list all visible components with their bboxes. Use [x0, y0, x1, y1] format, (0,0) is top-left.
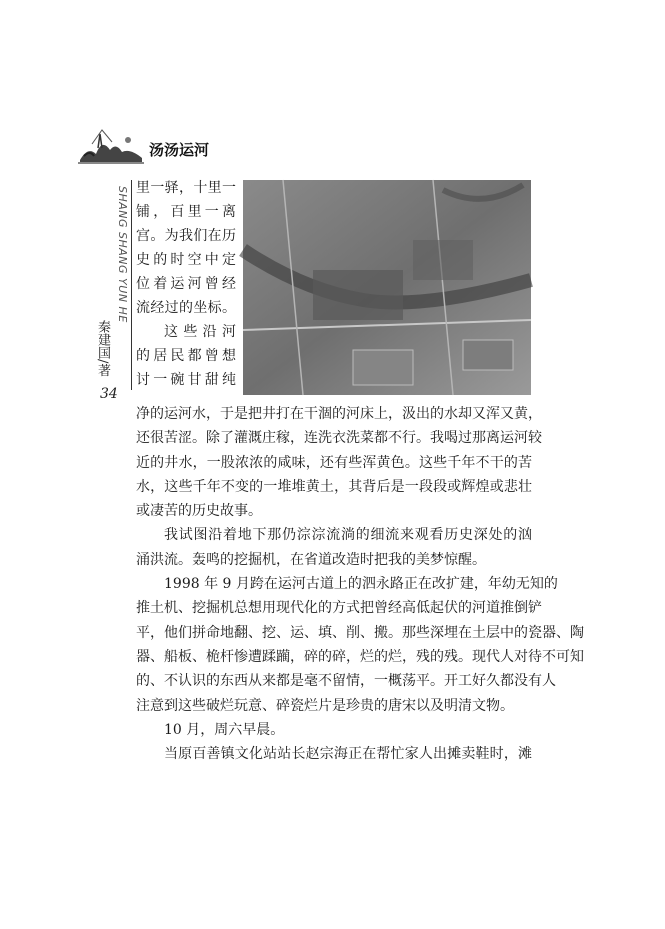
wrapped-text-column — [136, 176, 236, 392]
landscape-ink-painting-icon — [78, 126, 144, 168]
text-line: 这些沿河 — [164, 324, 236, 340]
aerial-photo — [243, 180, 531, 395]
text-line: 里一驿，十里一 — [136, 180, 236, 196]
text-line: 涌洪流。轰鸣的挖掘机，在省道改造时把我的美梦惊醒。 — [136, 551, 486, 568]
text-line: 当原百善镇文化站站长赵宗海正在帮忙家人出摊卖鞋时，滩 — [164, 746, 532, 763]
text-line: 位着运河曾经 — [136, 276, 236, 292]
text-line: 的居民都曾想 — [136, 348, 236, 364]
text-line: 或凄苦的历史故事。 — [136, 503, 262, 520]
text-line: 流经过的坐标。 — [136, 300, 236, 316]
text-line: 讨一碗甘甜纯 — [136, 372, 236, 388]
text-line: 1998 年 9 月跨在运河古道上的泗永路正在改扩建，年幼无知的 — [164, 576, 558, 593]
text-line: 铺，百里一离 — [136, 204, 236, 220]
text-line: 的、不认识的东西从来都是毫不留情，一概荡平。开工好久都没有人 — [136, 673, 556, 690]
text-line: 10 月，周六早晨。 — [164, 721, 285, 738]
text-line: 近的井水，一股浓浓的咸味，还有些浑黄色。这些千年不干的苦 — [136, 454, 532, 471]
text-line: 史的时空中定 — [136, 252, 236, 268]
book-title-pinyin: SHANG SHANG YUN HE — [116, 186, 129, 323]
text-line: 推土机、挖掘机总想用现代化的方式把曾经高低起伏的河道推倒铲 — [136, 600, 542, 617]
text-line: 还很苦涩。除了灌溉庄稼，连洗衣洗菜都不行。我喝过那离运河较 — [136, 430, 542, 447]
page-number: 34 — [100, 386, 118, 402]
text-line: 平，他们拼命地翻、挖、运、填、削、搬。那些深埋在土层中的瓷器、陶 — [136, 624, 584, 641]
text-line: 注意到这些破烂玩意、碎瓷烂片是珍贵的唐宋以及明清文物。 — [136, 697, 514, 714]
text-line: 宫。为我们在历 — [136, 228, 236, 244]
text-line: 净的运河水，于是把井打在干涸的河床上，汲出的水却又浑又黄， — [136, 406, 542, 422]
text-line: 我试图沿着地下那仍淙淙流淌的细流来观看历史深处的汹 — [164, 527, 532, 544]
text-line: 器、船板、桅杆惨遭蹂躏，碎的碎，烂的烂，残的残。现代人对待不可知 — [136, 648, 584, 665]
author-credit: 秦建国/著 — [95, 320, 110, 377]
side-rule — [131, 180, 132, 390]
running-title: 汤汤运河 — [149, 141, 210, 159]
text-line: 水，这些千年不变的一堆堆黄土，其背后是一段段或辉煌或悲壮 — [136, 478, 532, 495]
body-text — [136, 402, 584, 766]
